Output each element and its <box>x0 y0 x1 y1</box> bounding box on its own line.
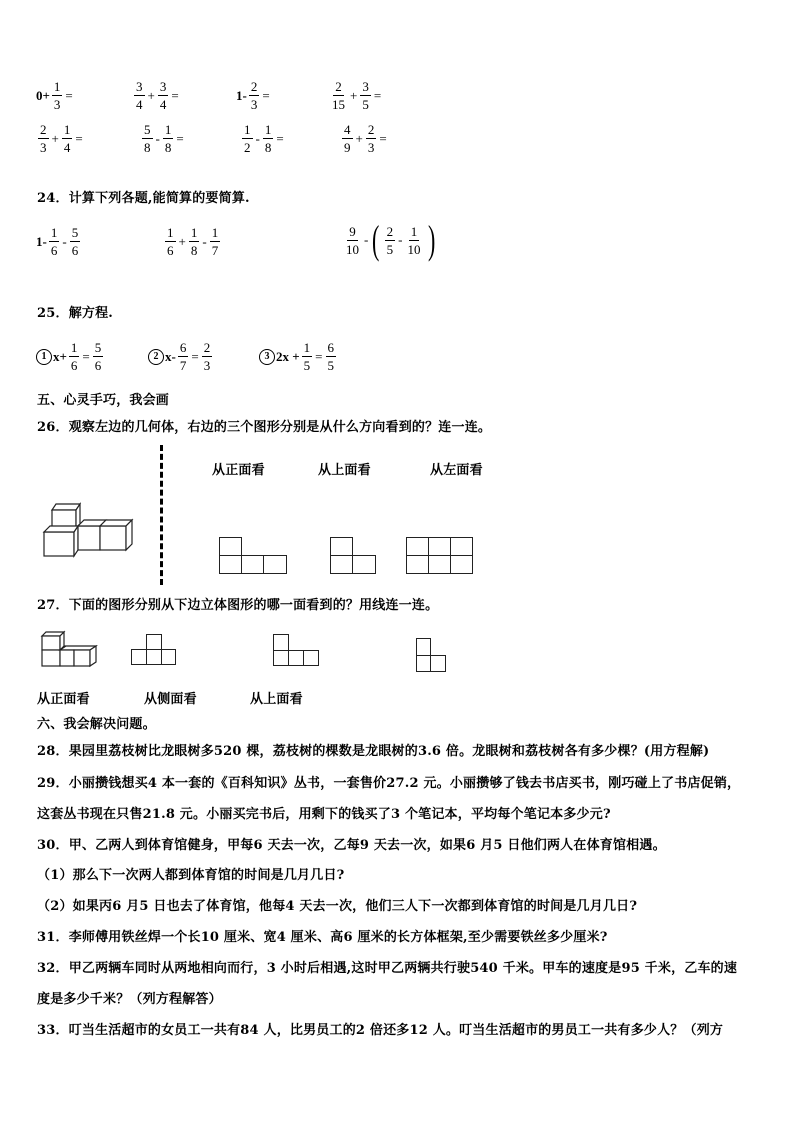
cube-front-face <box>78 526 100 550</box>
grid-cell <box>273 634 289 651</box>
expr-lead: 1- <box>236 87 247 103</box>
cube-side-face <box>126 520 132 550</box>
grid-cell <box>430 655 446 672</box>
grid-cell <box>263 555 287 574</box>
fraction: 1 10 <box>407 223 421 257</box>
expr-r2-4 <box>340 121 388 156</box>
dashed-divider <box>160 445 163 585</box>
grid-cell <box>450 555 473 574</box>
variable: x- <box>165 348 176 364</box>
cube-front-face <box>100 526 126 550</box>
variable: x+ <box>53 348 67 364</box>
equals-sign: = <box>262 87 270 103</box>
fraction: 2 3 <box>40 122 47 155</box>
q28-text: 28．果园里荔枝树比龙眼树多520 棵，荔枝树的棵数是龙眼树的3.6 倍。龙眼树和荔枝树各有多少棵？(用方程解) <box>37 744 710 759</box>
grid-cell <box>146 634 162 650</box>
grid-cell <box>416 655 431 672</box>
circled-number-2: 2 <box>148 349 164 365</box>
expr-r2-2 <box>140 121 185 156</box>
grid-cell <box>219 537 242 556</box>
q24-expr-2 <box>163 224 222 259</box>
operator: + <box>350 87 358 103</box>
q30-part-1: （1）那么下一次两人都到体育馆的时间是几月几日? <box>37 868 345 883</box>
fraction: 1 7 <box>211 225 219 258</box>
grid-cell <box>428 537 451 556</box>
q26-solid-figure <box>40 500 140 562</box>
q26-label-top: 从上面看 <box>318 463 371 478</box>
q26-label-front: 从正面看 <box>212 463 265 478</box>
operator: - <box>255 130 260 146</box>
grid-cell <box>303 650 319 666</box>
q32-text-line2: 度是多少千米？（列方程解答） <box>37 992 222 1007</box>
operator: - <box>62 233 67 249</box>
equals-sign: = <box>75 130 83 146</box>
q26-label-left: 从左面看 <box>430 463 483 478</box>
grid-cell <box>428 555 451 574</box>
fraction: $\frac{1}{8}$ <box>264 122 272 155</box>
section-5-heading: 五、心灵手巧，我会画 <box>37 393 170 408</box>
equals-sign: = <box>315 348 323 364</box>
q27-label-top: 从上面看 <box>250 692 303 707</box>
section-6-heading: 六、我会解决问题。 <box>37 717 156 732</box>
fraction: 2 15 <box>332 79 345 112</box>
fraction: $\frac{1}{5}$ <box>303 340 311 373</box>
q25-eq-3 <box>259 339 338 374</box>
fraction: $\frac{1}{8}$ <box>190 225 198 258</box>
q30-part-2: （2）如果丙6 月5 日也去了体育馆，他每4 天去一次，他们三人下一次都到体育馆的时间是几月几日? <box>37 899 638 914</box>
operator: - <box>364 232 369 247</box>
cube-top-face <box>44 526 78 532</box>
q27-view-b <box>273 634 319 666</box>
fraction: $\frac{5}{6}$ <box>94 340 102 373</box>
operator: - <box>202 233 207 249</box>
q32-text-line1: 32．甲乙两辆车同时从两地相向而行，3 小时后相遇,这时甲乙两辆共行驶540 千米。甲车的速度是95 千米，乙车的速 <box>37 961 738 976</box>
expr-lead: 0+ <box>36 87 50 103</box>
equals-sign: = <box>176 130 184 146</box>
q26-view-c <box>406 537 473 574</box>
operator: + <box>178 233 186 249</box>
equals-sign: = <box>171 87 179 103</box>
q24-expr-1 <box>36 224 82 259</box>
fraction: $\frac{2}{3}$ <box>367 122 375 155</box>
q26-title: 26．观察左边的几何体，右边的三个图形分别是从什么方向看到的？连一连。 <box>37 420 492 435</box>
equals-sign: = <box>373 87 382 103</box>
grid-cell <box>450 537 473 556</box>
grid-cell <box>406 555 429 574</box>
q25-eq-1 <box>36 339 105 374</box>
grid-cell <box>161 649 176 665</box>
q24-title: 24．计算下列各题,能简算的要简算. <box>37 191 250 206</box>
q29-text-line2: 这套丛书现在只售21.8 元。小丽买完书后，用剩下的钱买了3 个笔记本，平均每个笔记本多少元? <box>37 807 611 822</box>
fraction: $\frac{2}{3}$ <box>203 340 211 373</box>
fraction: 9 10 <box>346 223 359 257</box>
q30-text: 30．甲、乙两人到体育馆健身，甲每6 天去一次，乙每9 天去一次，如果6 月5 日他们两人在体育馆相遇。 <box>37 838 666 853</box>
q33-text: 33．叮当生活超市的女员工一共有84 人，比男员工的2 倍还多12 人。叮当生活超市的男员工一共有多少人？（列方 <box>37 1023 724 1038</box>
q26-view-a <box>219 537 287 574</box>
grid-cell <box>288 650 304 666</box>
fraction: $\frac{1}{4}$ <box>63 122 71 155</box>
fraction: $\frac{6}{5}$ <box>327 340 335 373</box>
fraction: $\frac{1}{8}$ <box>164 122 172 155</box>
fraction: $\frac{3}{5}$ <box>362 79 369 112</box>
q27-title: 27．下面的图形分别从下边立体图形的哪一面看到的？用线连一连。 <box>37 598 439 613</box>
operator: - <box>398 232 403 247</box>
expr-r1-4 <box>328 78 382 113</box>
q25-eq-2 <box>148 339 214 374</box>
q27-solid-figure <box>38 628 100 670</box>
variable: 2x + <box>276 348 300 364</box>
equals-sign: = <box>191 348 199 364</box>
operator: + <box>147 87 155 103</box>
operator: + <box>51 130 59 146</box>
q27-view-c <box>416 638 446 672</box>
circled-number-3: 3 <box>259 349 275 365</box>
fraction: $\frac{1}{6}$ <box>70 340 78 373</box>
fraction: 5 6 <box>71 225 79 258</box>
q27-label-front: 从正面看 <box>37 692 90 707</box>
grid-cell <box>146 649 162 665</box>
expr-r1-2 <box>132 78 180 113</box>
cube-front-face <box>44 532 74 556</box>
expr-r2-3 <box>240 121 285 156</box>
q27-label-side: 从侧面看 <box>144 692 197 707</box>
expr-lead: 1- <box>36 233 47 249</box>
q29-text-line1: 29．小丽攒钱想买4 本一套的《百科知识》丛书，一套售价27.2 元。小丽攒够了钱去书店买书，刚巧碰上了书店促销， <box>37 776 741 791</box>
fraction: 1 2 <box>244 122 251 155</box>
equals-sign: = <box>82 348 90 364</box>
grid-cell <box>131 649 147 665</box>
grid-cell <box>219 555 242 574</box>
left-paren: ( <box>372 217 380 262</box>
circled-number-1: 1 <box>36 349 52 365</box>
grid-cell <box>330 537 353 556</box>
operator: - <box>155 130 160 146</box>
expr-r2-1 <box>36 121 84 156</box>
grid-cell <box>273 650 289 666</box>
q24-expr-3 <box>342 217 438 262</box>
expr-r1-1 <box>36 78 74 113</box>
fraction: $\frac{6}{7}$ <box>179 340 187 373</box>
equals-sign: = <box>65 87 73 103</box>
q25-title: 25．解方程. <box>37 306 114 321</box>
fraction: 5 8 <box>144 122 151 155</box>
q31-text: 31．李师傅用铁丝焊一个长10 厘米、宽4 厘米、高6 厘米的长方体框架,至少需要铁丝多少厘米? <box>37 930 608 945</box>
grid-cell <box>352 555 376 574</box>
fraction: $\frac{1}{3}$ <box>53 79 61 112</box>
fraction: $\frac{3}{4}$ <box>159 79 167 112</box>
fraction: 3 4 <box>136 79 143 112</box>
equals-sign: = <box>379 130 387 146</box>
grid-cell <box>330 555 353 574</box>
equals-sign: = <box>276 130 284 146</box>
fraction: 2 5 <box>386 223 394 257</box>
fraction: $\frac{2}{3}$ <box>250 79 258 112</box>
grid-cell <box>406 537 429 556</box>
grid-cell <box>241 555 264 574</box>
expr-r1-3 <box>236 78 271 113</box>
operator: + <box>355 130 363 146</box>
grid-cell <box>416 638 431 656</box>
right-paren: ) <box>427 217 435 262</box>
fraction: 1 6 <box>50 225 58 258</box>
cube-top-face <box>52 504 80 510</box>
fraction: 1 6 <box>167 225 174 258</box>
q27-view-a <box>131 634 176 665</box>
fraction: 4 9 <box>344 122 351 155</box>
q26-view-b <box>330 537 376 574</box>
